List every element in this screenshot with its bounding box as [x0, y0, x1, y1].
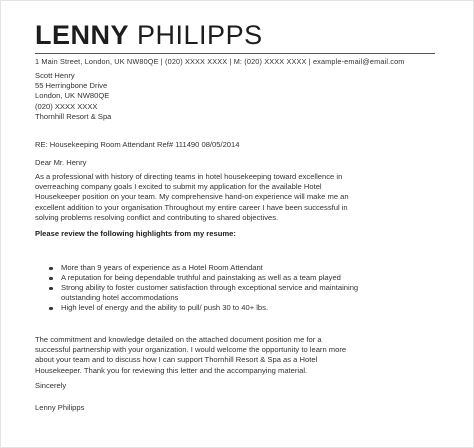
- list-item: [49, 273, 444, 283]
- list-item-text: A reputation for being dependable truthful and painstaking as well as a team played: [61, 273, 341, 282]
- highlights-heading: Please review the following highlights from my resume:: [35, 229, 236, 238]
- list-item: [49, 263, 444, 273]
- closing-paragraph: [35, 335, 445, 376]
- bullet-icon: [49, 277, 53, 281]
- recipient-city: London, UK NW80QE: [35, 91, 110, 101]
- recipient-name: Scott Henry: [35, 71, 75, 80]
- paragraph-line: Housekeeper. Thank you for reviewing this letter and the accompanying material.: [35, 365, 308, 375]
- list-item-text: Strong ability to foster customer satisfaction through exceptional service and maintaining: [61, 283, 359, 292]
- contact-line: 1 Main Street, London, UK NW80QE | (020) XXXX XXXX | M: (020) XXXX XXXX | example-email@email.com: [35, 57, 405, 66]
- subject-line: RE: Housekeeping Room Attendant Ref# 111490 08/05/2014: [35, 140, 240, 149]
- bullet-icon: [49, 267, 53, 271]
- list-item-text: More than 9 years of experience as a Hotel Room Attendant: [61, 263, 263, 272]
- intro-paragraph: [35, 172, 445, 223]
- paragraph-line: solving problems resolving conflict and contributing to shared objectives.: [35, 212, 279, 222]
- list-item: [49, 283, 444, 303]
- recipient-phone: (020) XXXX XXXX: [35, 101, 98, 111]
- list-item-text: High level of energy and the ability to pull/ push 30 to 40+ lbs.: [61, 303, 269, 312]
- recipient-address: [35, 71, 111, 122]
- last-name: PHILIPPS: [137, 20, 263, 50]
- paragraph-line: Housekeeper position on your team. My comprehensive hand-on experience will make me an: [35, 192, 349, 202]
- recipient-company: Thornhill Resort & Spa: [35, 111, 112, 121]
- paragraph-line: As a professional with history of directing teams in hotel housekeeping toward excellence in: [35, 172, 343, 181]
- list-item: [49, 303, 444, 313]
- first-name: LENNY: [35, 20, 130, 50]
- salutation: Dear Mr. Henry: [35, 158, 87, 167]
- highlights-list: [49, 263, 444, 313]
- paragraph-line: overreaching company goals I excited to submit my application for the available Hotel: [35, 182, 322, 192]
- paragraph-line: The commitment and knowledge detailed on the attached document position me for a: [35, 335, 322, 344]
- closing-word: Sincerely: [35, 381, 67, 390]
- applicant-name: [35, 20, 263, 50]
- bullet-icon: [49, 287, 53, 291]
- bullet-icon: [49, 307, 53, 311]
- header-divider: [35, 53, 435, 54]
- recipient-street: 55 Herringbone Drive: [35, 81, 108, 91]
- list-item-text: outstanding hotel accommodations: [61, 293, 179, 302]
- signature-name: Lenny Philipps: [35, 403, 85, 412]
- paragraph-line: about your team and to discuss how I can support Thornhill Resort & Spa as a Hotel: [35, 355, 318, 365]
- paragraph-line: excellent addition to your organisation Throughout my entire career I have been successful in: [35, 202, 348, 212]
- paragraph-line: successful partnership with your organization. I would welcome the opportunity to learn more: [35, 345, 347, 355]
